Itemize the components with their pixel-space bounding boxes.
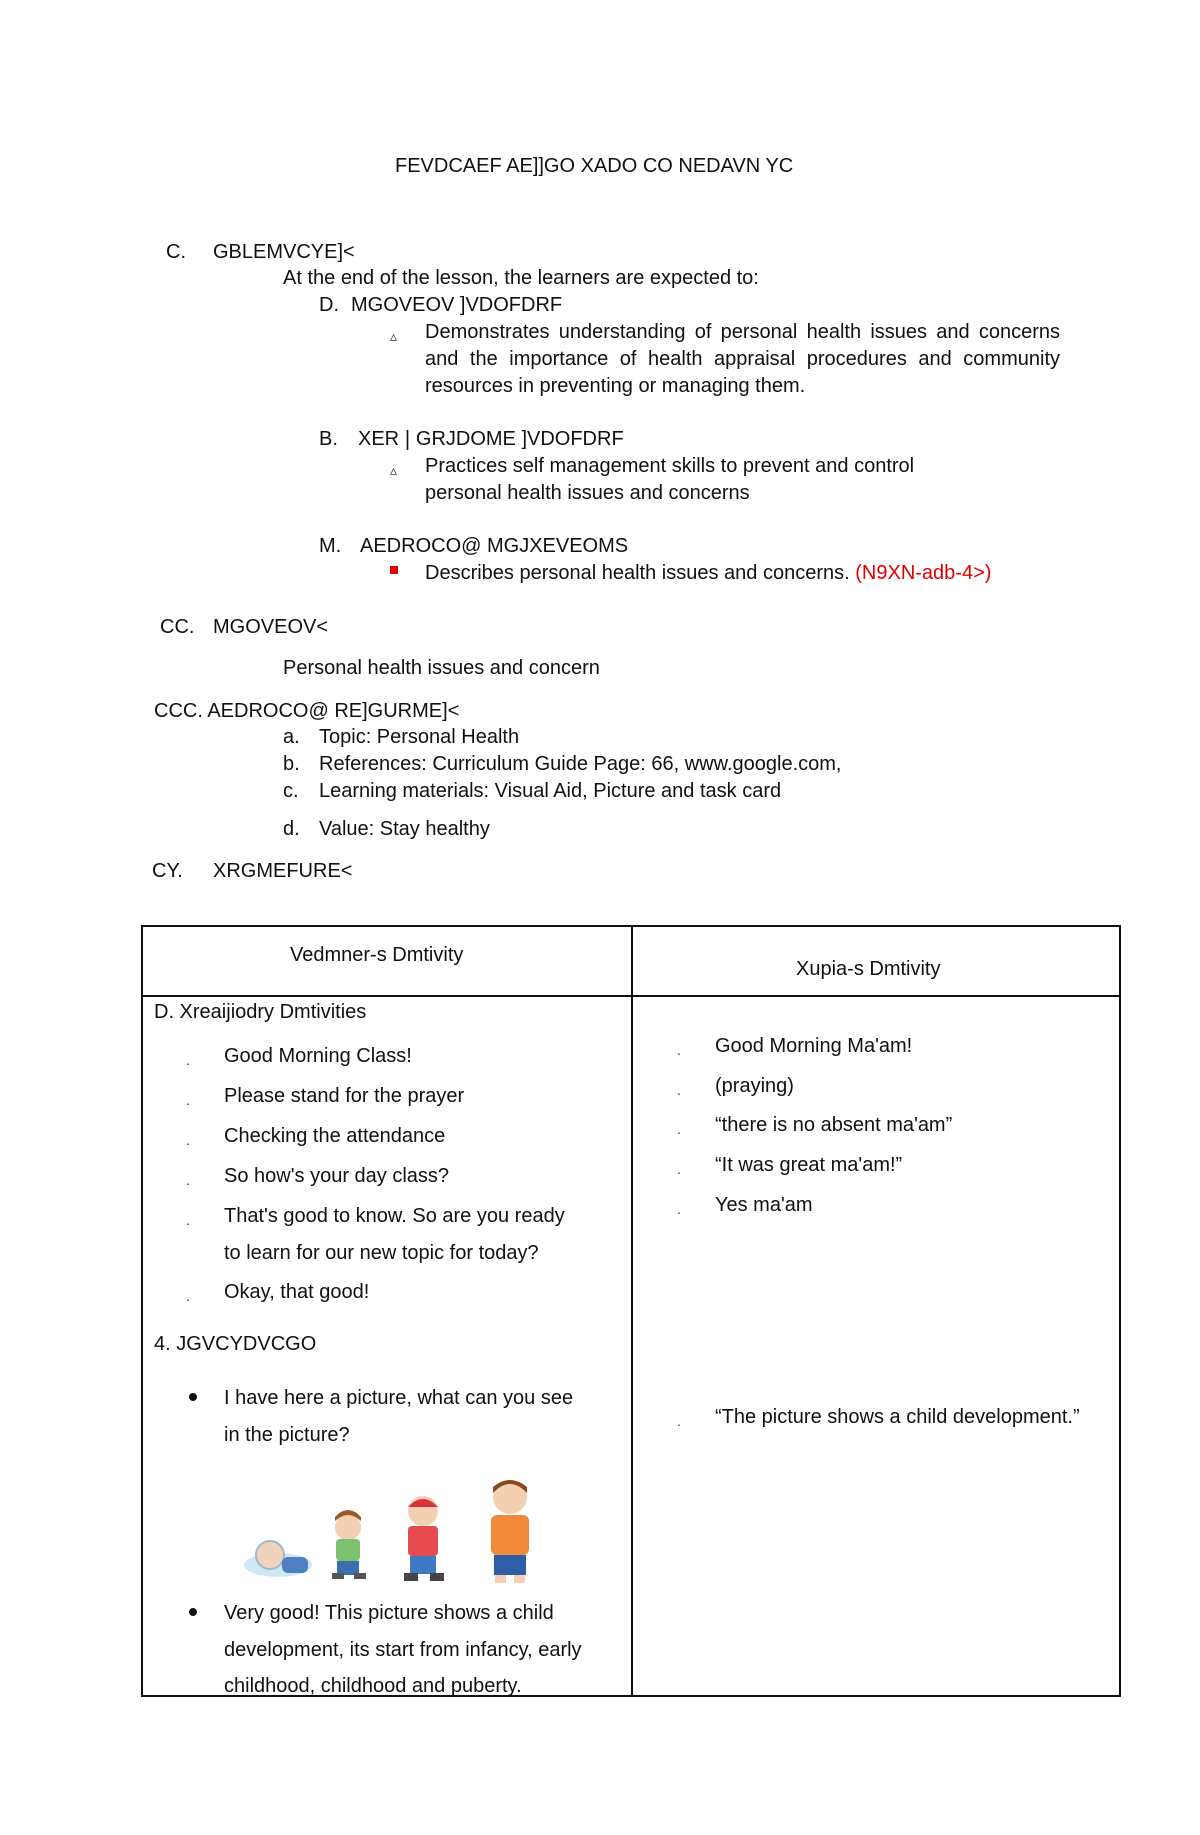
teacher-activity-header: Vedmner-s Dmtivity — [290, 944, 464, 966]
procedure-heading: XRGMEFURE< — [213, 860, 353, 882]
resource-item: Learning materials: Visual Aid, Picture and task card — [319, 780, 782, 802]
teen-figure — [491, 1480, 529, 1583]
student-answer: “The picture shows a child development.” — [715, 1406, 1080, 1428]
bullet-icon — [189, 1608, 197, 1616]
bullet-icon: . — [677, 1201, 681, 1217]
objective-c-title: AEDROCO@ MGJXEVEOMS — [360, 535, 629, 557]
bullet-icon: . — [677, 1042, 681, 1058]
document-title: FEVDCAEF AE]]GO XADO CO NEDAVN YC — [395, 155, 794, 177]
student-activity-header: Xupia-s Dmtivity — [796, 958, 941, 980]
bullet-icon: . — [677, 1121, 681, 1137]
table-header-divider — [141, 995, 1121, 997]
resource-item: Topic: Personal Health — [319, 726, 520, 748]
objective-b-number: B. — [319, 428, 338, 450]
teacher-line: Please stand for the prayer — [224, 1085, 465, 1107]
objective-c-text — [425, 561, 991, 585]
table-column-divider — [631, 925, 633, 1697]
triangle-bullet-icon: ▵ — [390, 328, 398, 344]
teacher-line: Okay, that good! — [224, 1281, 370, 1303]
resource-letter: a. — [283, 726, 300, 748]
bullet-icon: . — [677, 1161, 681, 1177]
followup-line: childhood, childhood and puberty. — [224, 1675, 522, 1697]
motivation-heading: 4. JGVCYDVCGO — [154, 1333, 317, 1355]
objective-c-description: Describes personal health issues and concerns. — [425, 562, 850, 584]
objective-a-title: MGOVEOV ]VDOFDRF — [351, 294, 563, 316]
student-line: Good Morning Ma'am! — [715, 1035, 913, 1057]
child-figure — [404, 1496, 444, 1581]
triangle-bullet-icon: ▵ — [390, 462, 398, 478]
followup-line: development, its start from infancy, early — [224, 1639, 582, 1661]
objectives-number: C. — [166, 241, 186, 263]
infant-figure — [244, 1541, 312, 1577]
bullet-icon: . — [186, 1172, 190, 1188]
bullet-icon: . — [186, 1092, 190, 1108]
student-line: Yes ma'am — [715, 1194, 813, 1216]
teacher-line: Checking the attendance — [224, 1125, 446, 1147]
teacher-line: That's good to know. So are you ready — [224, 1205, 565, 1227]
student-line: “It was great ma'am!” — [715, 1154, 903, 1176]
preliminary-heading: D. Xreaijiodry Dmtivities — [154, 1001, 367, 1023]
objectives-heading: GBLEMVCYE]< — [213, 241, 355, 263]
objective-b-title: XER❘GRJDOME ]VDOFDRF — [358, 428, 624, 450]
child-development-picture — [240, 1475, 560, 1587]
bullet-icon: . — [677, 1413, 681, 1429]
bullet-icon — [189, 1393, 197, 1401]
toddler-figure — [332, 1510, 366, 1579]
student-line: (praying) — [715, 1075, 794, 1097]
bullet-icon: . — [677, 1082, 681, 1098]
content-number: CC. — [160, 616, 195, 638]
motivation-question: I have here a picture, what can you see — [224, 1387, 574, 1409]
objective-a-text: Demonstrates understanding of personal health issues and concerns and the importance of health appraisal procedures and community resources in preventing or managing them. — [425, 321, 1060, 397]
square-bullet-icon — [390, 566, 398, 574]
resource-item: Value: Stay healthy — [319, 818, 490, 840]
teacher-line: Good Morning Class! — [224, 1045, 412, 1067]
teacher-line: So how's your day class? — [224, 1165, 450, 1187]
bullet-icon: . — [186, 1052, 190, 1068]
procedure-number: CY. — [152, 860, 183, 882]
bullet-icon: . — [186, 1132, 190, 1148]
resource-item: References: Curriculum Guide Page: 66, www.google.com, — [319, 753, 842, 775]
content-heading: MGOVEOV< — [213, 616, 329, 638]
resources-heading: CCC. AEDROCO@ RE]GURME]< — [154, 700, 460, 722]
competency-code: (N9XN-adb-4>) — [855, 562, 992, 584]
content-text: Personal health issues and concern — [283, 657, 600, 679]
objectives-intro: At the end of the lesson, the learners are expected to: — [283, 267, 759, 289]
bullet-icon: . — [186, 1288, 190, 1304]
objective-b-text: Practices self management skills to prevent and control personal health issues and concerns — [425, 455, 915, 504]
followup-line: Very good! This picture shows a child — [224, 1602, 554, 1624]
teacher-line: to learn for our new topic for today? — [224, 1242, 539, 1264]
resource-letter: d. — [283, 818, 300, 840]
objective-a-number: D. — [319, 294, 339, 316]
resource-letter: c. — [283, 780, 299, 802]
bullet-icon: . — [186, 1212, 190, 1228]
resource-letter: b. — [283, 753, 300, 775]
student-line: “there is no absent ma'am” — [715, 1114, 953, 1136]
objective-c-number: M. — [319, 535, 342, 557]
motivation-question: in the picture? — [224, 1424, 350, 1446]
